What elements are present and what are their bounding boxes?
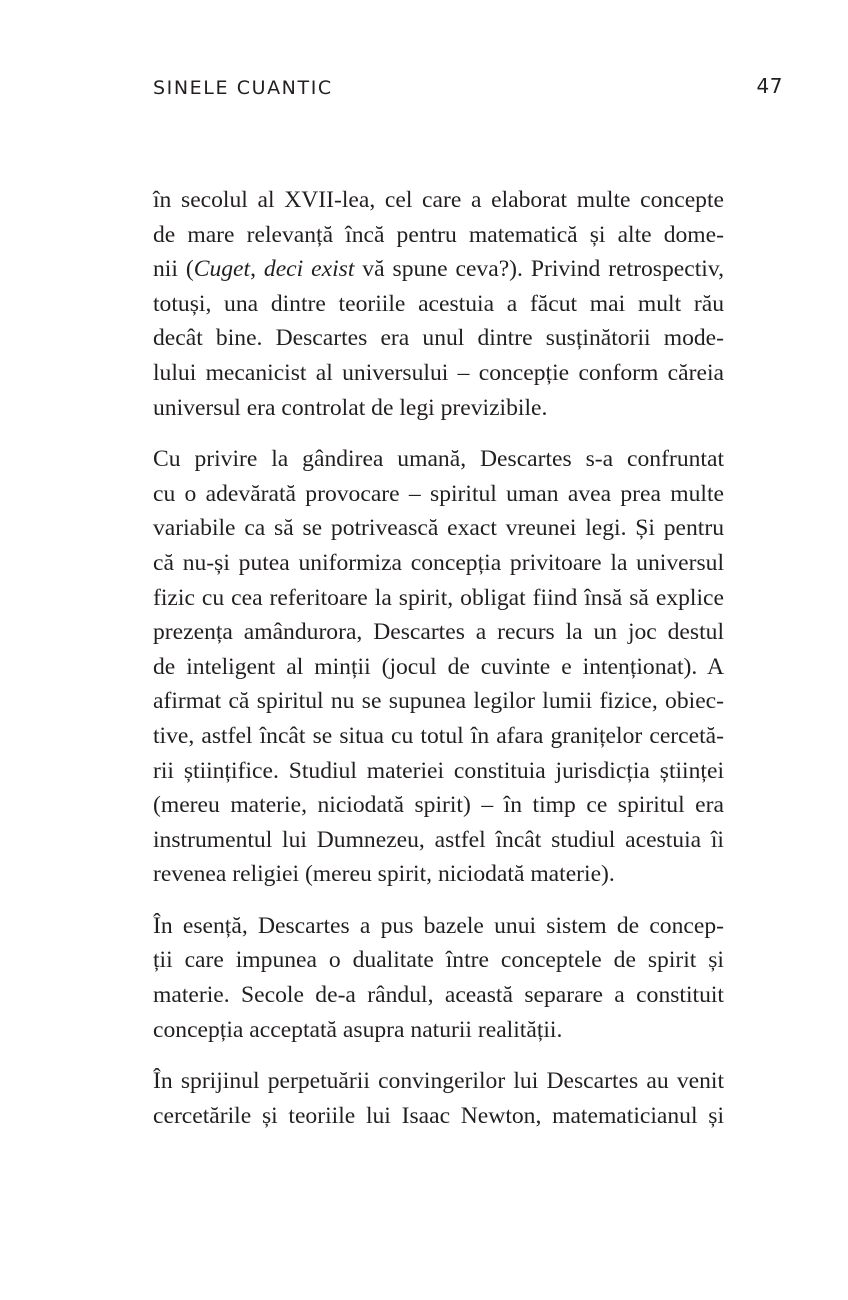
text-line: instrumentul lui Dumnezeu, astfel încât studiul acestuia îi bbox=[153, 826, 724, 853]
text-line: lului mecanicist al universului – concepție conform căreia bbox=[153, 359, 724, 386]
paragraph bbox=[153, 442, 724, 892]
italic-phrase: Cuget bbox=[193, 256, 251, 283]
running-title: SINELE CUANTIC bbox=[153, 77, 333, 99]
paragraph bbox=[153, 909, 724, 1047]
italic-phrase: deci exist bbox=[263, 256, 355, 283]
text-line: de mare relevanță încă pentru matematică și alte dome- bbox=[153, 221, 724, 248]
page-number: 47 bbox=[756, 74, 783, 98]
text-line: totuși, una dintre teoriile acestuia a făcut mai mult rău bbox=[153, 290, 724, 317]
text-line: cu o adevărată provocare – spiritul uman avea prea multe bbox=[153, 480, 724, 507]
text-line: revenea religiei (mereu spirit, niciodată materie). bbox=[153, 861, 615, 888]
paragraph bbox=[153, 1064, 724, 1133]
text-line: de inteligent al minții (jocul de cuvinte e intenționat). A bbox=[153, 653, 724, 680]
text-line: cercetările și teoriile lui Isaac Newton, matematicianul și bbox=[153, 1102, 724, 1129]
text-line: materie. Secole de-a rândul, această separare a constituit bbox=[153, 982, 724, 1009]
text-line: că nu-și putea uniformiza concepția privitoare la universul bbox=[153, 549, 724, 576]
text-line: decât bine. Descartes era unul dintre susținătorii mode- bbox=[153, 325, 724, 352]
text-line: Cu privire la gândirea umană, Descartes s-a confruntat bbox=[153, 446, 724, 473]
text-line: universul era controlat de legi previzibile. bbox=[153, 394, 548, 421]
text-line: tive, astfel încât se situa cu totul în afara granițelor cercetă- bbox=[153, 722, 724, 749]
paragraph bbox=[153, 183, 724, 425]
text-line: ții care impunea o dualitate între conceptele de spirit și bbox=[153, 947, 724, 974]
text-line: În esență, Descartes a pus bazele unui sistem de concep- bbox=[153, 912, 724, 939]
text-line: (mereu materie, niciodată spirit) – în timp ce spiritul era bbox=[153, 792, 724, 819]
text-line: concepția acceptată asupra naturii realității. bbox=[153, 1016, 563, 1043]
body-text bbox=[153, 183, 724, 1133]
running-header bbox=[153, 76, 783, 100]
text-line: rii științifice. Studiul materiei constituia jurisdicția științei bbox=[153, 757, 724, 784]
text-line: afirmat că spiritul nu se supunea legilor lumii fizice, obiec- bbox=[153, 688, 724, 715]
text-line: nii (Cuget, deci exist vă spune ceva?). Privind retrospectiv, bbox=[153, 256, 724, 283]
text-line: fizic cu cea referitoare la spirit, obligat fiind însă să explice bbox=[153, 584, 724, 611]
text-line: variabile ca să se potrivească exact vreunei legi. Și pentru bbox=[153, 515, 724, 542]
text-line: În sprijinul perpetuării convingerilor lui Descartes au venit bbox=[153, 1068, 724, 1095]
text-line: prezența amândurora, Descartes a recurs la un joc destul bbox=[153, 619, 724, 646]
text-line: în secolul al XVII-lea, cel care a elaborat multe concepte bbox=[153, 187, 724, 213]
